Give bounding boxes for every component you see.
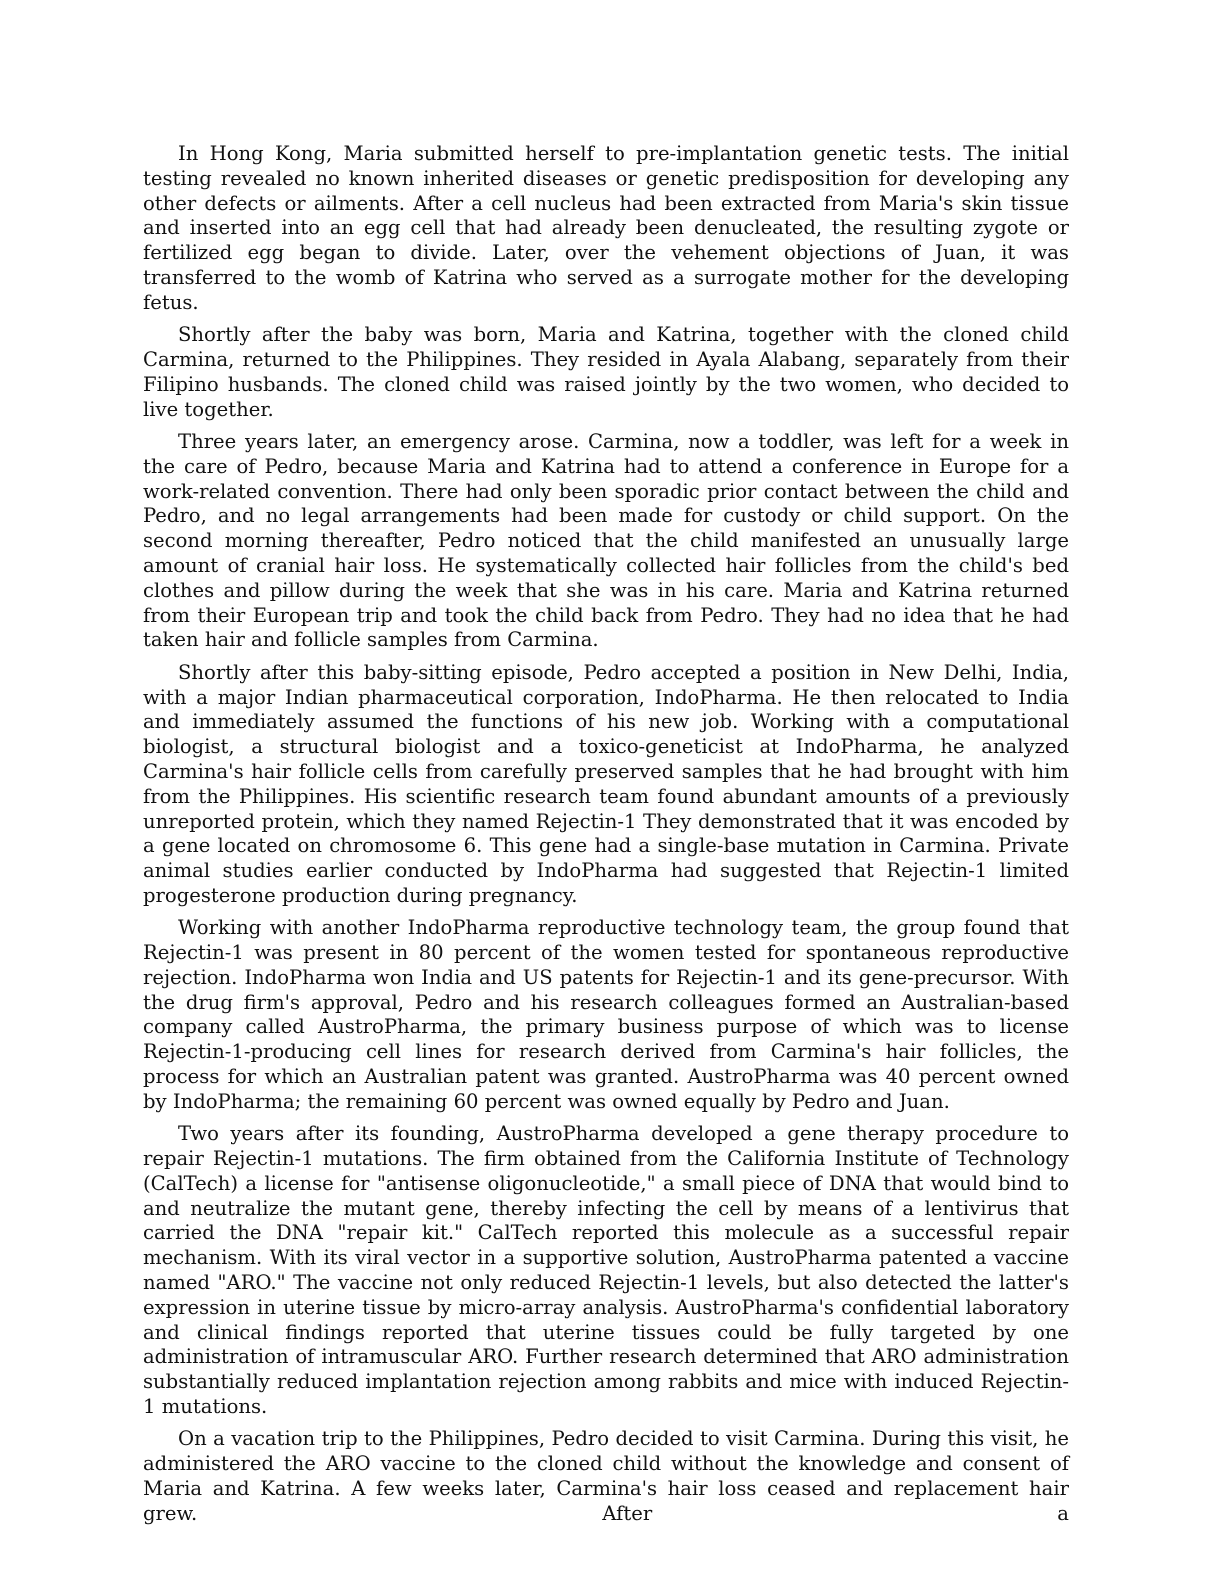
paragraph-1: In Hong Kong, Maria submitted herself to pre-implantation genetic tests. The initial testing revealed no known inherited diseases or genetic predisposition for developing any other defects or ailments. After a cell nucleus had been extracted from Maria's skin tissue and inserted into an egg cell that had already been denucleated, the resulting zygote or fertilized egg began to divide. Later, over the vehement objections of Juan, it was transferred to the womb of Katrina who served as a surrogate mother for the developing fetus. [143, 142, 1069, 314]
paragraph-5: Working with another IndoPharma reproductive technology team, the group found that Rejectin-1 was present in 80 percent of the women tested for spontaneous reproductive rejection. IndoPharma won India and US patents for Rejectin-1 and its gene-precursor. With the drug firm's approval, Pedro and his research colleagues formed an Australian-based company called AustroPharma, the primary business purpose of which was to license Rejectin-1-producing cell lines for research derived from Carmina's hair follicles, the process for which an Australian patent was granted. AustroPharma was 40 percent owned by IndoPharma; the remaining 60 percent was owned equally by Pedro and Juan. [143, 916, 1069, 1113]
paragraph-7: On a vacation trip to the Philippines, Pedro decided to visit Carmina. During this visit, he administered the ARO vaccine to the cloned child without the knowledge and consent of Maria and Katrina. A few weeks later, Carmina's hair loss ceased and replacement hair grew. After a [143, 1427, 1069, 1525]
paragraph-2: Shortly after the baby was born, Maria and Katrina, together with the cloned child Carmina, returned to the Philippines. They resided in Ayala Alabang, separately from their Filipino husbands. The cloned child was raised jointly by the two women, who decided to live together. [143, 323, 1069, 421]
paragraph-4: Shortly after this baby-sitting episode, Pedro accepted a position in New Delhi, India, with a major Indian pharmaceutical corporation, IndoPharma. He then relocated to India and immediately assumed the functions of his new job. Working with a computational biologist, a structural biologist and a toxico-geneticist at IndoPharma, he analyzed Carmina's hair follicle cells from carefully preserved samples that he had brought with him from the Philippines. His scientific research team found abundant amounts of a previously unreported protein, which they named Rejectin-1 They demonstrated that it was encoded by a gene located on chromosome 6. This gene had a single-base mutation in Carmina. Private animal studies earlier conducted by IndoPharma had suggested that Rejectin-1 limited progesterone production during pregnancy. [143, 660, 1069, 907]
paragraph-3: Three years later, an emergency arose. Carmina, now a toddler, was left for a week in the care of Pedro, because Maria and Katrina had to attend a conference in Europe for a work-related convention. There had only been sporadic prior contact between the child and Pedro, and no legal arrangements had been made for custody or child support. On the second morning thereafter, Pedro noticed that the child manifested an unusually large amount of cranial hair loss. He systematically collected hair follicles from the child's bed clothes and pillow during the week that she was in his care. Maria and Katrina returned from their European trip and took the child back from Pedro. They had no idea that he had taken hair and follicle samples from Carmina. [143, 429, 1069, 652]
document-page [143, 142, 1069, 1534]
paragraph-6: Two years after its founding, AustroPharma developed a gene therapy procedure to repair Rejectin-1 mutations. The firm obtained from the California Institute of Technology (CalTech) a license for "antisense oligonucleotide," a small piece of DNA that would bind to and neutralize the mutant gene, thereby infecting the cell by means of a lentivirus that carried the DNA "repair kit." CalTech reported this molecule as a successful repair mechanism. With its viral vector in a supportive solution, AustroPharma patented a vaccine named "ARO." The vaccine not only reduced Rejectin-1 levels, but also detected the latter's expression in uterine tissue by micro-array analysis. AustroPharma's confidential laboratory and clinical findings reported that uterine tissues could be fully targeted by one administration of intramuscular ARO. Further research determined that ARO administration substantially reduced implantation rejection among rabbits and mice with induced Rejectin-1 mutations. [143, 1122, 1069, 1419]
